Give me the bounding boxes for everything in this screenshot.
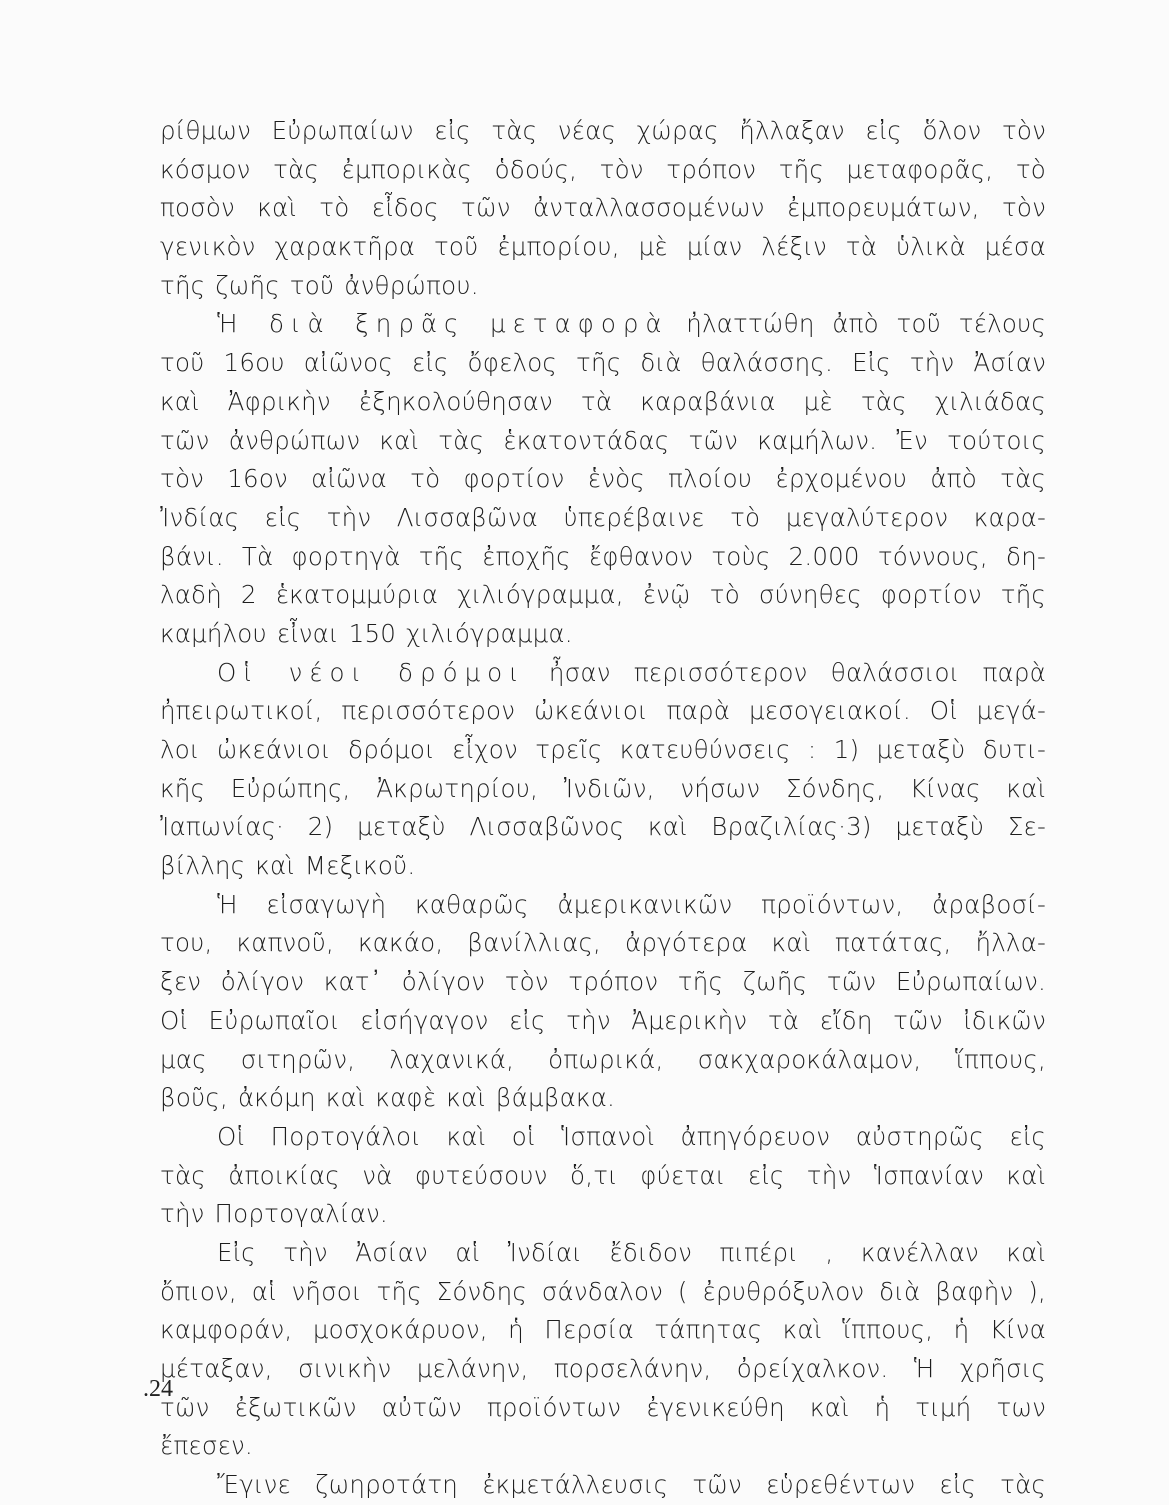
line-text: λοι ὠκεάνιοι δρόμοι εἶχον τρεῖς κατευθύνσεις : 1) μεταξὺ δυτι- — [160, 735, 1046, 764]
text-line — [160, 1273, 1046, 1312]
line-text: καὶ Ἀφρικὴν ἐξηκολούθησαν τὰ καραβάνια μὲ τὰς χιλιάδας — [160, 386, 1046, 416]
line-text: τὴν Πορτογαλίαν. — [160, 1199, 388, 1229]
text-line — [160, 538, 1046, 577]
line-text: ὄπιον, αἱ νῆσοι τῆς Σόνδης σάνδαλον ( ἐρυθρόξυλον διὰ βαφὴν ), — [160, 1276, 1046, 1306]
text-line — [160, 344, 1046, 383]
text-line — [160, 770, 1046, 809]
text-line — [160, 112, 1046, 151]
text-line — [160, 1157, 1046, 1196]
text-line — [160, 924, 1046, 963]
page-body-text — [160, 112, 1046, 1505]
text-line — [160, 963, 1046, 1002]
line-text: ἠλαττώθη ἀπὸ τοῦ τέλους — [668, 309, 1046, 339]
text-line — [160, 1389, 1046, 1428]
line-text: τῶν ἀνθρώπων καὶ τὰς ἑκατοντάδας τῶν καμήλων. Ἐν τούτοις — [160, 425, 1046, 455]
text-line — [160, 1195, 1046, 1234]
line-text: βίλλης καὶ Μεξικοῦ. — [160, 851, 416, 881]
line-text: τὰς ἀποικίας νὰ φυτεύσουν ὅ,τι φύεται εἰς τὴν Ἱσπανίαν καὶ — [160, 1160, 1046, 1190]
text-line — [160, 1079, 1046, 1118]
line-text: Ἰνδίας εἰς τὴν Λισσαβῶνα ὑπερέβαινε τὸ μεγαλύτερον καρα- — [160, 502, 1046, 532]
text-line — [160, 847, 1046, 886]
text-line — [160, 1466, 1046, 1505]
text-line — [160, 576, 1046, 615]
text-line — [160, 615, 1046, 654]
text-line — [160, 808, 1046, 847]
line-text: τοῦ 16ου αἰῶνος εἰς ὄφελος τῆς διὰ θαλάσσης. Εἰς τὴν Ἀσίαν — [160, 348, 1046, 378]
line-text: Εἰς τὴν Ἀσίαν αἱ Ἰνδίαι ἔδιδον πιπέρι , κανέλλαν καὶ — [217, 1237, 1046, 1267]
line-text: μας σιτηρῶν, λαχανικά, ὀπωρικά, σακχαροκάλαμον, ἵππους, — [160, 1044, 1046, 1074]
line-text: ρίθμων Εὐρωπαίων εἰς τὰς νέας χώρας ἤλλαξαν εἰς ὅλον τὸν — [160, 116, 1046, 145]
line-text: καμήλου εἶναι 150 χιλιόγραμμα. — [160, 618, 573, 648]
text-line — [160, 383, 1046, 422]
text-line — [160, 1311, 1046, 1350]
text-line — [160, 654, 1046, 693]
text-line — [160, 1427, 1046, 1466]
line-text: λαδὴ 2 ἑκατομμύρια χιλιόγραμμα, ἐνῷ τὸ σύνηθες φορτίον τῆς — [160, 580, 1046, 610]
text-line — [160, 1118, 1046, 1157]
line-text: τῆς ζωῆς τοῦ ἀνθρώπου. — [160, 270, 479, 300]
line-text: Ἡ εἰσαγωγὴ καθαρῶς ἀμερικανικῶν προϊόντων, ἀραβοσί- — [217, 889, 1046, 919]
text-line — [160, 228, 1046, 267]
line-text: Ἔγινε ζωηροτάτη ἐκμετάλλευσις τῶν εὑρεθέντων εἰς τὰς — [217, 1470, 1046, 1500]
text-line — [160, 422, 1046, 461]
text-line — [160, 692, 1046, 731]
line-text: Οἱ Εὐρωπαῖοι εἰσήγαγον εἰς τὴν Ἀμερικὴν τὰ εἴδη τῶν ἰδικῶν — [160, 1005, 1046, 1035]
line-text: γενικὸν χαρακτῆρα τοῦ ἐμπορίου, μὲ μίαν λέξιν τὰ ὑλικὰ μέσα — [160, 232, 1046, 262]
line-text: ἔπεσεν. — [160, 1431, 253, 1461]
line-text: καμφοράν, μοσχοκάρυον, ἡ Περσία τάπητας καὶ ἵππους, ἡ Κίνα — [160, 1315, 1046, 1345]
line-text: Οἱ Πορτογάλοι καὶ οἱ Ἱσπανοὶ ἀπηγόρευον αὐστηρῶς εἰς — [217, 1121, 1046, 1151]
line-text: μέταξαν, σινικὴν μελάνην, πορσελάνην, ὀρείχαλκον. Ἡ χρῆσις — [160, 1354, 1046, 1383]
text-line — [160, 267, 1046, 306]
text-line — [160, 1350, 1046, 1389]
line-text: τῶν ἐξωτικῶν αὐτῶν προϊόντων ἐγενικεύθη καὶ ἡ τιμή των — [160, 1392, 1046, 1422]
text-line — [160, 460, 1046, 499]
line-text: βάνι. Τὰ φορτηγὰ τῆς ἐποχῆς ἔφθανον τοὺς 2.000 τόννους, δη- — [160, 541, 1046, 571]
line-text: ἠπειρωτικοί, περισσότερον ὠκεάνιοι παρὰ μεσογειακοί. Οἱ μεγά- — [160, 696, 1046, 726]
line-text: τὸν 16ον αἰῶνα τὸ φορτίον ἑνὸς πλοίου ἐρχομένου ἀπὸ τὰς — [160, 464, 1046, 494]
line-text: του, καπνοῦ, κακάο, βανίλλιας, ἀργότερα καὶ πατάτας, ἤλλα- — [160, 928, 1046, 958]
text-line — [160, 151, 1046, 190]
text-line — [160, 305, 1046, 344]
spaced-emphasis: Οἱ νέοι δρόμοι — [217, 657, 526, 687]
line-text: ποσὸν καὶ τὸ εἶδος τῶν ἀνταλλασσομένων ἐμπορευμάτων, τὸν — [160, 193, 1046, 223]
spaced-emphasis: Ἡ διὰ ξηρᾶς μεταφορὰ — [217, 309, 669, 339]
line-text: ἦσαν περισσότερον θαλάσσιοι παρὰ — [525, 657, 1046, 687]
line-text: κόσμον τὰς ἐμπορικὰς ὁδούς, τὸν τρόπον τῆς μεταφορᾶς, τὸ — [160, 154, 1046, 184]
text-line — [160, 499, 1046, 538]
text-line — [160, 731, 1046, 770]
line-text: κῆς Εὐρώπης, Ἀκρωτηρίου, Ἰνδιῶν, νήσων Σόνδης, Κίνας καὶ — [160, 773, 1046, 803]
line-text: Ἰαπωνίας· 2) μεταξὺ Λισσαβῶνος καὶ Βραζιλίας·3) μεταξὺ Σε- — [160, 812, 1046, 842]
text-line — [160, 1041, 1046, 1080]
line-text: ξεν ὀλίγον κατ᾽ ὀλίγον τὸν τρόπον τῆς ζωῆς τῶν Εὐρωπαίων. — [160, 967, 1046, 997]
text-line — [160, 886, 1046, 925]
text-line — [160, 1234, 1046, 1273]
page-number: .24 — [143, 1376, 173, 1402]
text-line — [160, 1002, 1046, 1041]
line-text: βοῦς, ἀκόμη καὶ καφὲ καὶ βάμβακα. — [160, 1083, 616, 1113]
text-line — [160, 189, 1046, 228]
